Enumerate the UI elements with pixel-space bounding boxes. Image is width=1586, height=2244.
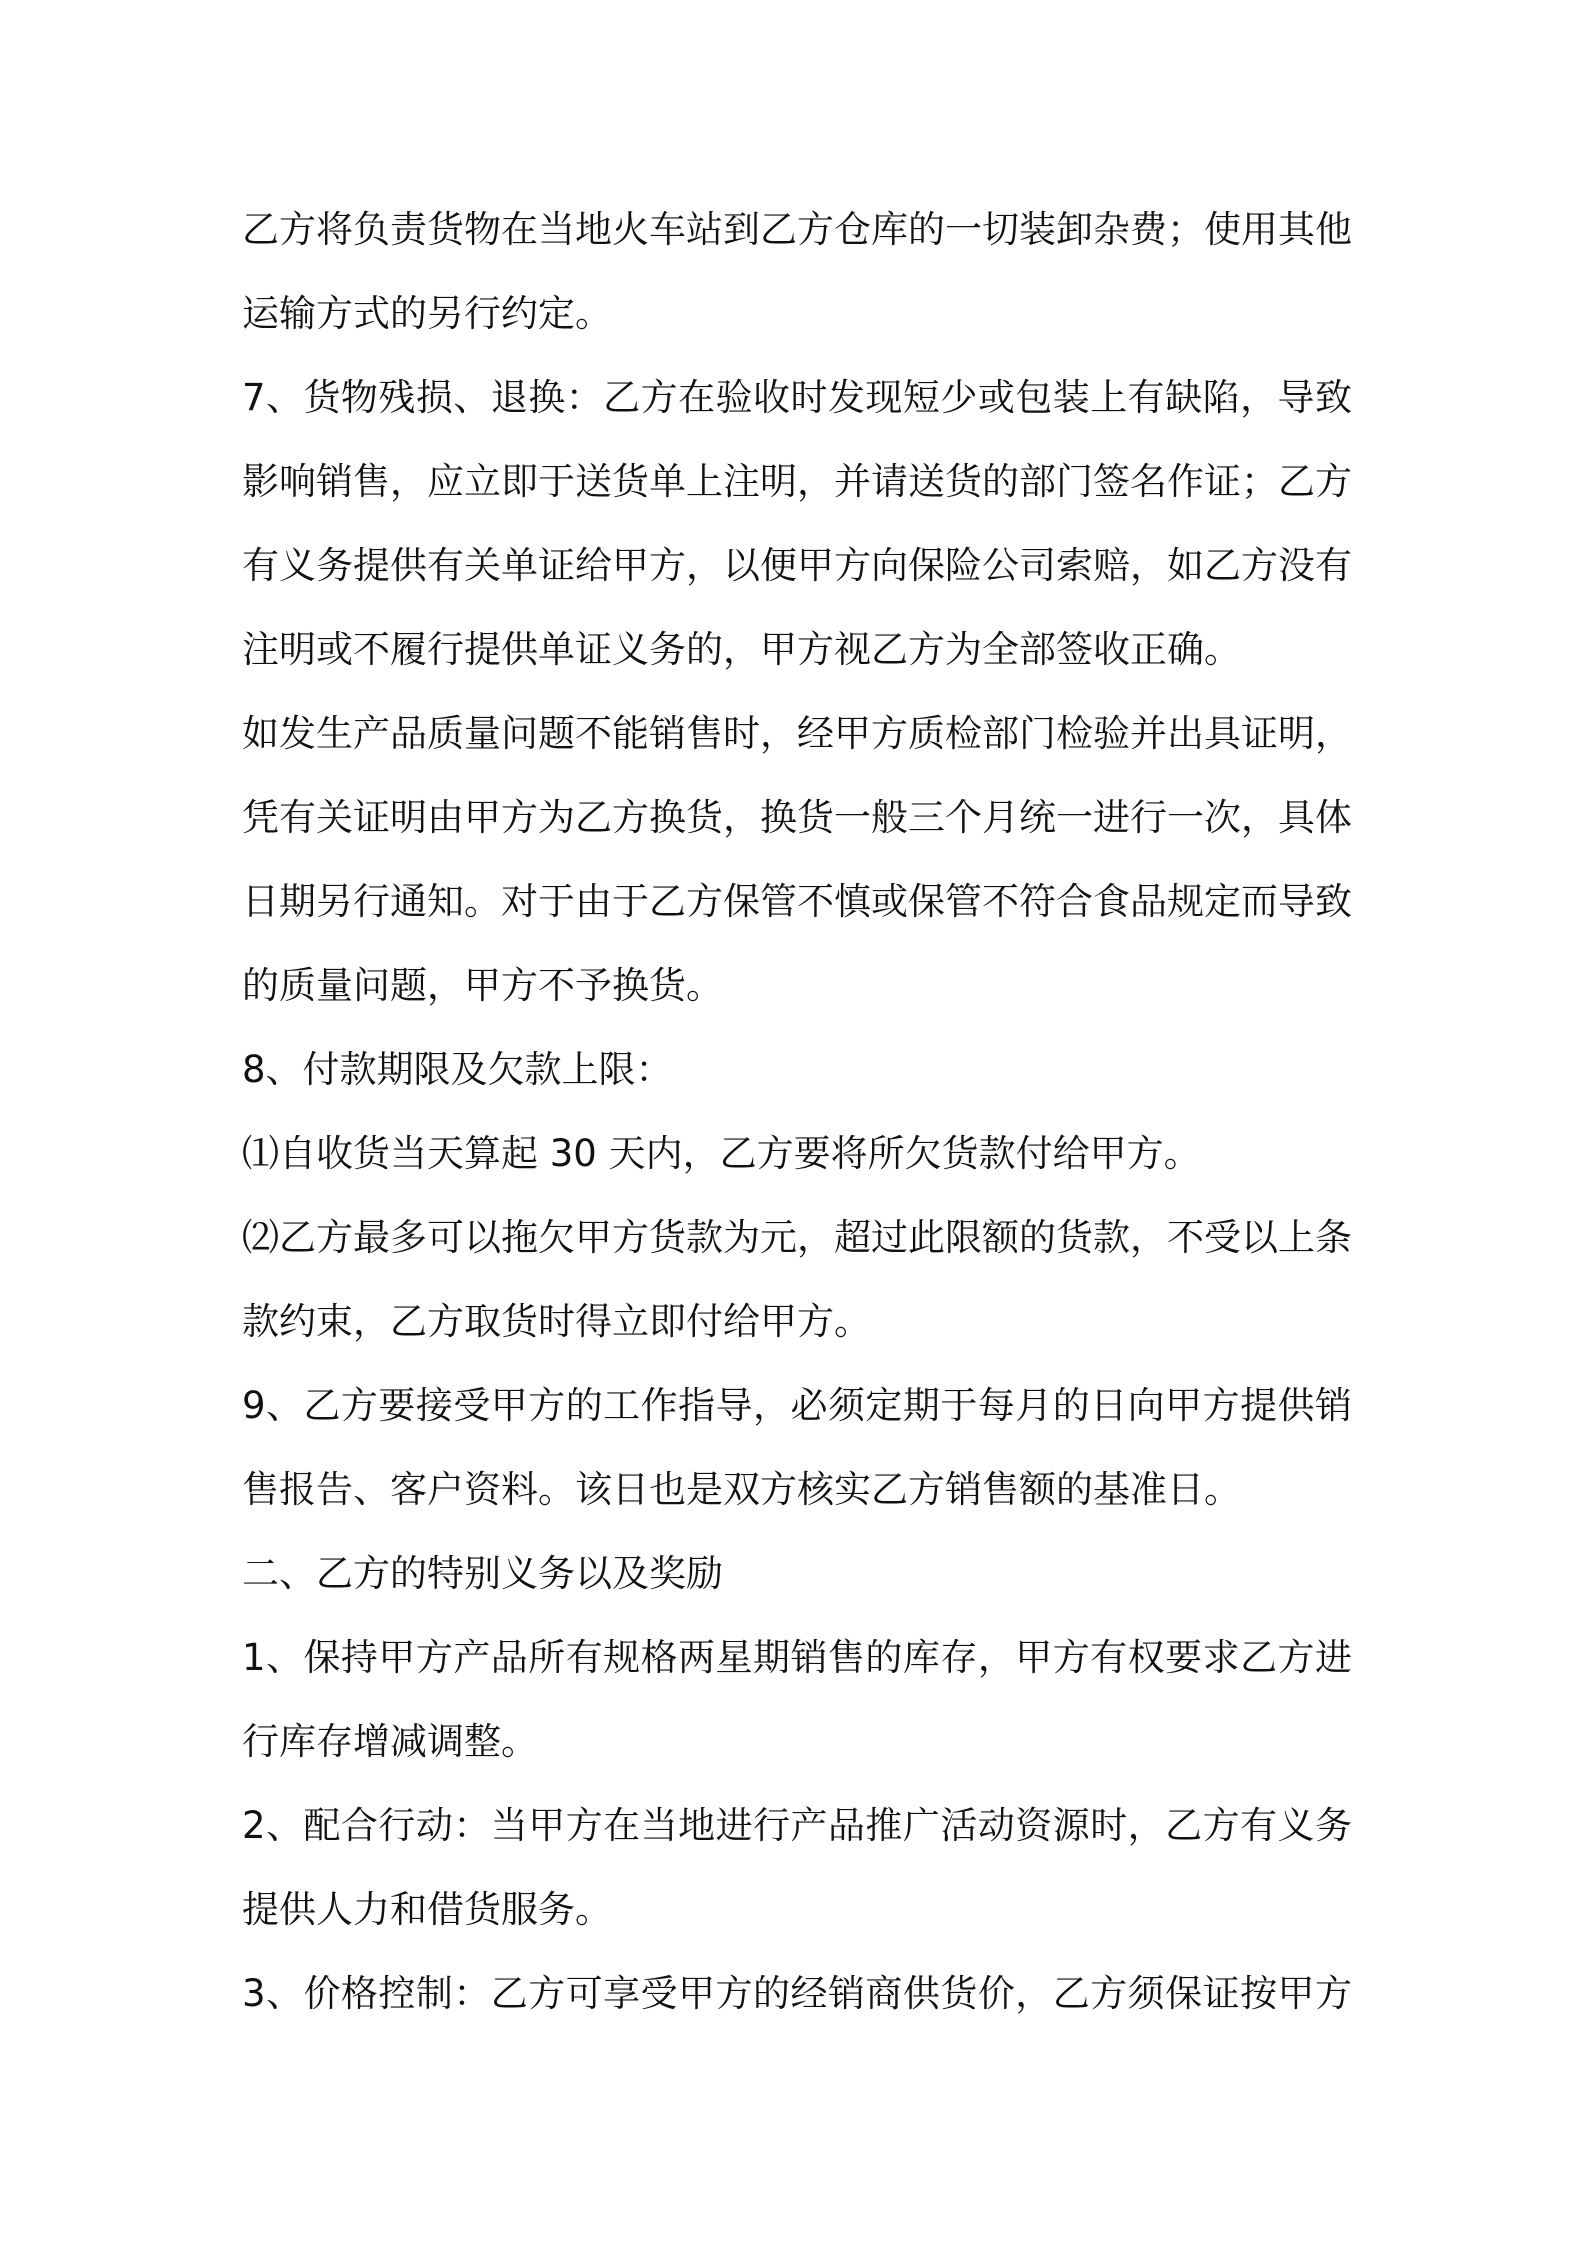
text-line: 运输方式的另行约定。: [242, 292, 612, 335]
text-line: 的质量问题，甲方不予换货。: [242, 964, 723, 1007]
document-body: [242, 200, 1352, 2048]
text-line: 2、配合行动：当甲方在当地进行产品推广活动资源时，乙方有义务: [242, 1804, 1352, 1847]
text-line: 影响销售，应立即于送货单上注明，并请送货的部门签名作证；乙方: [242, 460, 1352, 503]
text-line: 提供人力和借货服务。: [242, 1888, 612, 1931]
text-line: ⑵乙方最多可以拖欠甲方货款为元，超过此限额的货款，不受以上条: [242, 1216, 1352, 1259]
text-line: 注明或不履行提供单证义务的，甲方视乙方为全部签收正确。: [242, 628, 1241, 671]
text-line: 如发生产品质量问题不能销售时，经甲方质检部门检验并出具证明，: [242, 712, 1352, 755]
text-line: 1、保持甲方产品所有规格两星期销售的库存，甲方有权要求乙方进: [242, 1636, 1352, 1679]
text-line: 9、乙方要接受甲方的工作指导，必须定期于每月的日向甲方提供销: [242, 1384, 1352, 1427]
text-line: 7、货物残损、退换：乙方在验收时发现短少或包装上有缺陷，导致: [242, 376, 1352, 419]
text-line: 日期另行通知。对于由于乙方保管不慎或保管不符合食品规定而导致: [242, 880, 1352, 923]
text-line: ⑴自收货当天算起 30 天内，乙方要将所欠货款付给甲方。: [242, 1132, 1201, 1175]
text-line: 乙方将负责货物在当地火车站到乙方仓库的一切装卸杂费；使用其他: [242, 208, 1352, 251]
text-line: 售报告、客户资料。该日也是双方核实乙方销售额的基准日。: [242, 1468, 1241, 1511]
text-line: 有义务提供有关单证给甲方，以便甲方向保险公司索赔，如乙方没有: [242, 544, 1352, 587]
text-line: 行库存增减调整。: [242, 1720, 538, 1763]
text-line: 3、价格控制：乙方可享受甲方的经销商供货价，乙方须保证按甲方: [242, 1972, 1352, 2015]
text-line: 款约束，乙方取货时得立即付给甲方。: [242, 1300, 871, 1343]
text-line: 8、付款期限及欠款上限：: [242, 1048, 673, 1091]
text-line: 凭有关证明由甲方为乙方换货，换货一般三个月统一进行一次，具体: [242, 796, 1352, 839]
section-heading: 二、乙方的特别义务以及奖励: [242, 1552, 723, 1595]
